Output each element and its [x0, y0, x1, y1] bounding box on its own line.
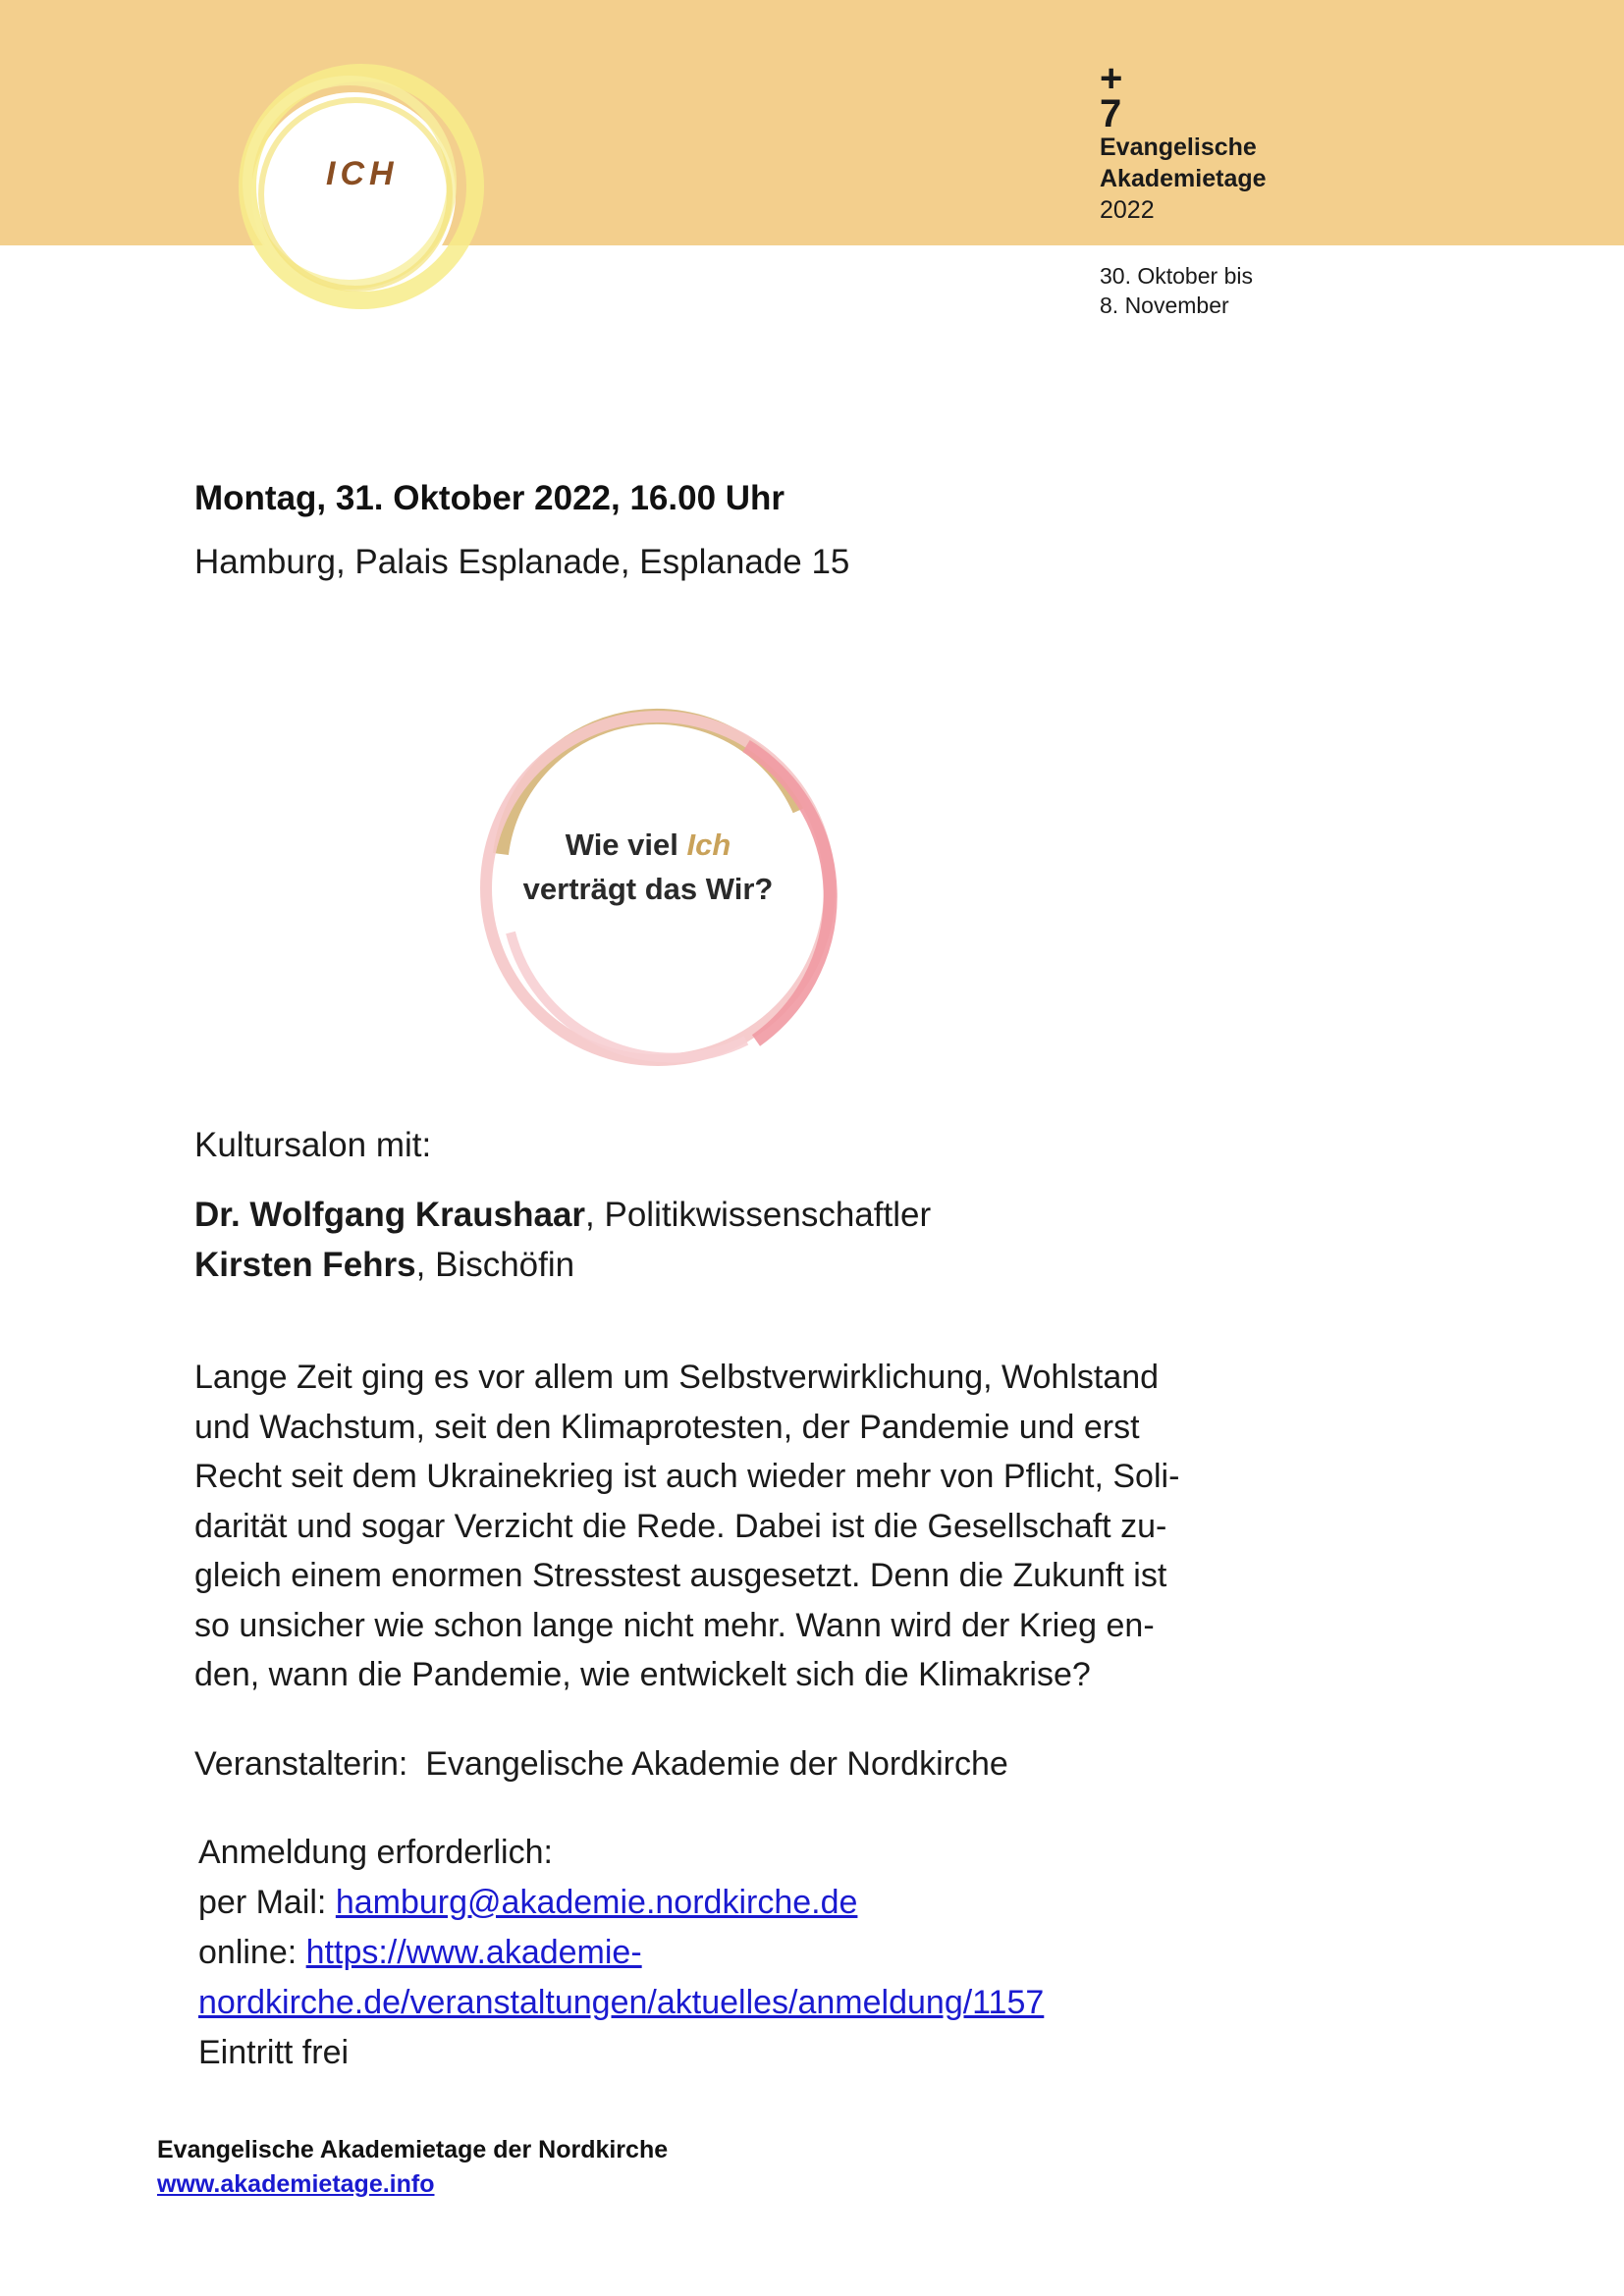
description-line: so unsicher wie schon lange nicht mehr. Wann wird der Krieg en- [194, 1606, 1155, 1644]
description-line: den, wann die Pandemie, wie entwickelt sich die Klimakrise? [194, 1656, 1091, 1693]
description-line: Recht seit dem Ukrainekrieg ist auch wieder mehr von Pflicht, Soli- [194, 1458, 1180, 1495]
online-label: online: [198, 1934, 306, 1971]
registration-url-line-2 [198, 1978, 1044, 2028]
topic-line-1 [471, 823, 825, 867]
description-line: gleich einem enormen Stresstest ausgesetzt. Denn die Zukunft ist [194, 1557, 1167, 1594]
footer-website-link[interactable]: www.akademietage.info [157, 2170, 435, 2198]
organizer [194, 1745, 1008, 1784]
event-description [194, 1353, 1255, 1700]
speaker-role: , Bischöfin [415, 1246, 575, 1284]
mail-link[interactable]: hamburg@akademie.nordkirche.de [335, 1884, 858, 1921]
brand-line-1: Evangelische [1100, 133, 1257, 161]
brand-year: 2022 [1100, 196, 1155, 224]
dates-line-1: 30. Oktober bis [1100, 263, 1253, 289]
registration-url-link[interactable]: https://www.akademie- [305, 1934, 642, 1971]
organizer-label: Veranstalterin: [194, 1745, 408, 1783]
description-line: und Wachstum, seit den Klimaprotesten, der Pandemie und erst [194, 1408, 1140, 1446]
speaker-name: Kirsten Fehrs [194, 1246, 416, 1284]
registration-url-link-continued[interactable]: nordkirche.de/veranstaltungen/aktuelles/anmeldung/1157 [198, 1984, 1045, 2021]
festival-dates [1100, 261, 1253, 320]
brand-line-2: Akademietage [1100, 165, 1267, 192]
speaker-list [194, 1190, 931, 1290]
event-venue: Hamburg, Palais Esplanade, Esplanade 15 [194, 543, 850, 581]
topic-line-2: verträgt das Wir? [522, 872, 774, 906]
brand-number-mark: 7 [1100, 92, 1122, 135]
registration-heading: Anmeldung erforderlich: [198, 1834, 553, 1871]
description-line: Lange Zeit ging es vor allem um Selbstverwirklichung, Wohlstand [194, 1359, 1160, 1396]
topic-title [471, 823, 825, 911]
topic-part-1: Wie viel [565, 828, 687, 862]
registration-block [198, 1828, 1044, 2078]
brand-block [1100, 57, 1355, 226]
description-line: darität und sogar Verzicht die Rede. Dabei ist die Gesellschaft zu- [194, 1507, 1167, 1545]
brand-plus-mark: + [1100, 57, 1123, 100]
topic-ich: Ich [686, 828, 731, 862]
entry-fee: Eintritt frei [198, 2034, 350, 2071]
ich-circle-logo [206, 47, 501, 342]
registration-mail-line [198, 1878, 1044, 1928]
speaker-item [194, 1240, 931, 1290]
footer-organization: Evangelische Akademietage der Nordkirche [157, 2136, 669, 2163]
program-intro: Kultursalon mit: [194, 1126, 432, 1164]
mail-label: per Mail: [198, 1884, 336, 1921]
event-date-time: Montag, 31. Oktober 2022, 16.00 Uhr [194, 479, 785, 517]
registration-online-line [198, 1928, 1044, 1978]
organizer-value: Evangelische Akademie der Nordkirche [425, 1745, 1008, 1783]
logo-word: ICH [326, 155, 399, 192]
dates-line-2: 8. November [1100, 293, 1229, 318]
speaker-name: Dr. Wolfgang Kraushaar [194, 1196, 586, 1234]
speaker-role: , Politikwissenschaftler [585, 1196, 932, 1234]
speaker-item [194, 1190, 931, 1240]
